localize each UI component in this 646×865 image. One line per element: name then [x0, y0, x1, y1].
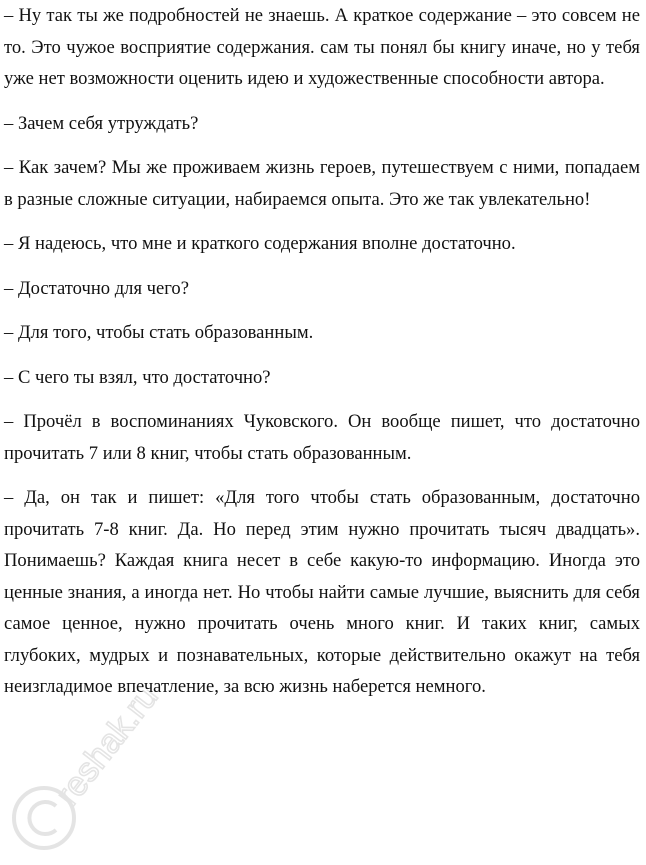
paragraph-9: – Да, он так и пишет: «Для того чтобы стать образованным, достаточно прочитать 7-8 книг. Да. Но перед этим нужно прочитать тысяч двадцать». Понимаешь? Каждая книга несет в себе какую-то информацию. Иногда это ценные знания, а иногда нет. Но чтобы найти самые лучшие, выяснить для себя самое ценное, нужно прочитать очень много книг. И таких книг, самых глубоких, мудрых и познавательных, которые действительно окажут на тебя неизгладимое впечатление, за всю жизнь наберется немного. — [4, 487, 640, 697]
paragraph-5: – Достаточно для чего? — [4, 277, 189, 299]
watermark — [4, 690, 194, 860]
watermark-graphic — [4, 690, 194, 860]
paragraph-1: – Ну так ты же подробностей не знаешь. А краткое содержание – это совсем не то. Это чужое восприятие содержания. сам ты понял бы книгу иначе, но у тебя уже нет возможности оценить идею и художественные способности автора. — [4, 5, 640, 89]
paragraph-3: – Как зачем? Мы же проживаем жизнь героев, путешествуем с ними, попадаем в разные сложные ситуации, набираемся опыта. Это же так увлекательно! — [4, 157, 640, 210]
paragraph-6: – Для того, чтобы стать образованным. — [4, 322, 314, 343]
paragraph-2: – Зачем себя утруждать? — [4, 112, 199, 134]
watermark-text: reshak.ru — [48, 690, 166, 813]
paragraph-8: – Прочёл в воспоминаниях Чуковского. Он вообще пишет, что достаточно прочитать 7 или 8 книг, чтобы стать образованным. — [4, 411, 640, 464]
paragraph-4: – Я надеюсь, что мне и краткого содержания вполне достаточно. — [4, 233, 516, 254]
document-body — [4, 0, 640, 716]
paragraph-7: – С чего ты взял, что достаточно? — [4, 366, 271, 388]
copyright-icon — [14, 788, 74, 848]
